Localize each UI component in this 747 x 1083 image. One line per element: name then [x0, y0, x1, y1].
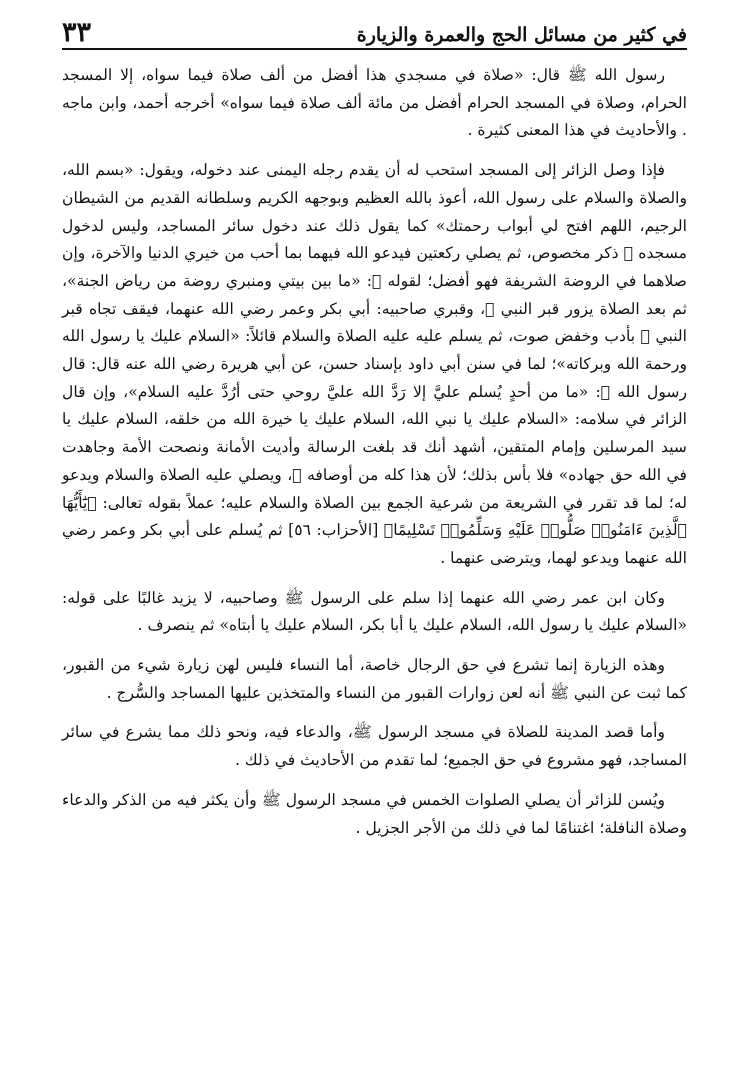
paragraph-2: فإذا وصل الزائر إلى المسجد استحب له أن يقدم رجله اليمنى عند دخوله، ويقول: «بسم الله، والصلاة والسلام على رسول الله، أعوذ بالله العظيم وبوجهه الكريم وسلطانه القديم من الشيطان الرجيم، اللهم افتح لي أبواب رحمتك» كما يقول ذلك عند دخول سائر المساجد، وليس لدخول مسجده ﷺ ذكر مخصوص، ثم يصلي ركعتين فيدعو الله فيهما بما أحب من خيري الدنيا والآخرة، وإن صلاهما في الروضة الشريفة فهو أفضل؛ لقوله ﷺ: «ما بين بيتي ومنبري روضة من رياض الجنة»، ثم بعد الصلاة يزور قبر النبي ﷺ، وقبري صاحبيه: أبي بكر وعمر رضي الله عنهما، فيقف تجاه قبر النبي ﷺ بأدب وخفض صوت، ثم يسلم عليه عليه الصلاة والسلام قائلاً: «السلام عليك يا رسول الله ورحمة الله وبركاته»؛ لما في سنن أبي داود بإسناد حسن، عن أبي هريرة رضي الله عنه قال: قال رسول الله ﷺ: «ما من أحدٍ يُسلم عليَّ إلا رَدَّ الله عليَّ روحي حتى أرُدَّ عليه السلام»، وإن قال الزائر في سلامه: «السلام عليك يا نبي الله، السلام عليك يا خيرة الله من خلقه، السلام عليك يا سيد المرسلين وإمام المتقين، أشهد أنك قد بلغت الرسالة وأديت الأمانة ونصحت الأمة وجاهدت في الله حق جهاده» فلا بأس بذلك؛ لأن هذا كله من أوصافه ﷺ، ويصلي عليه الصلاة والسلام ويدعو له؛ لما قد تقرر في الشريعة من شرعية الجمع بين الصلاة والسلام عليه؛ عملاً بقوله تعالى: ﴿يَٰٓأَيُّهَا ٱلَّذِينَ ءَامَنُوا۟ صَلُّوا۟ عَلَيْهِ وَسَلِّمُوا۟ تَسْلِيمًا﴾ [الأحزاب: ٥٦] ثم يُسلم على أبي بكر وعمر رضي الله عنهما ويدعو لهما، ويترضى عنهما .: [62, 161, 687, 567]
paragraph-3: وكان ابن عمر رضي الله عنهما إذا سلم على الرسول ﷺ وصاحبيه، لا يزيد غالبًا على قوله: «السلام عليك يا رسول الله، السلام عليك يا أبا بكر، السلام عليك يا أبتاه» ثم ينصرف .: [62, 588, 687, 635]
header-divider: [62, 48, 687, 50]
page-number: ٣٣: [62, 17, 92, 48]
paragraph-4: وهذه الزيارة إنما تشرع في حق الرجال خاصة، أما النساء فليس لهن زيارة شيء من القبور، كما ثبت عن النبي ﷺ أنه لعن زوارات القبور من النساء والمتخذين عليها المساجد والسُّرج .: [62, 656, 687, 702]
body-text: [62, 62, 687, 854]
paragraph-1: رسول الله ﷺ قال: «صلاة في مسجدي هذا أفضل من ألف صلاة فيما سواه، إلا المسجد الحرام، وصلاة في المسجد الحرام أفضل من مائة ألف صلاة فيما سواه» أخرجه أحمد، وابن ماجه . والأحاديث في هذا المعنى كثيرة .: [62, 66, 687, 140]
paragraph-6: ويُسن للزائر أن يصلي الصلوات الخمس في مسجد الرسول ﷺ وأن يكثر فيه من الذكر والدعاء وصلاة النافلة؛ اغتنامًا لما في ذلك من الأجر الجزيل .: [62, 790, 687, 837]
paragraph-5: وأما قصد المدينة للصلاة في مسجد الرسول ﷺ، والدعاء فيه، ونحو ذلك مما يشرع في سائر المساجد، فهو مشروع في حق الجميع؛ لما تقدم من الأحاديث في ذلك .: [62, 723, 687, 770]
running-title: في كثير من مسائل الحج والعمرة والزيارة: [356, 24, 687, 46]
page-header: [62, 14, 687, 46]
